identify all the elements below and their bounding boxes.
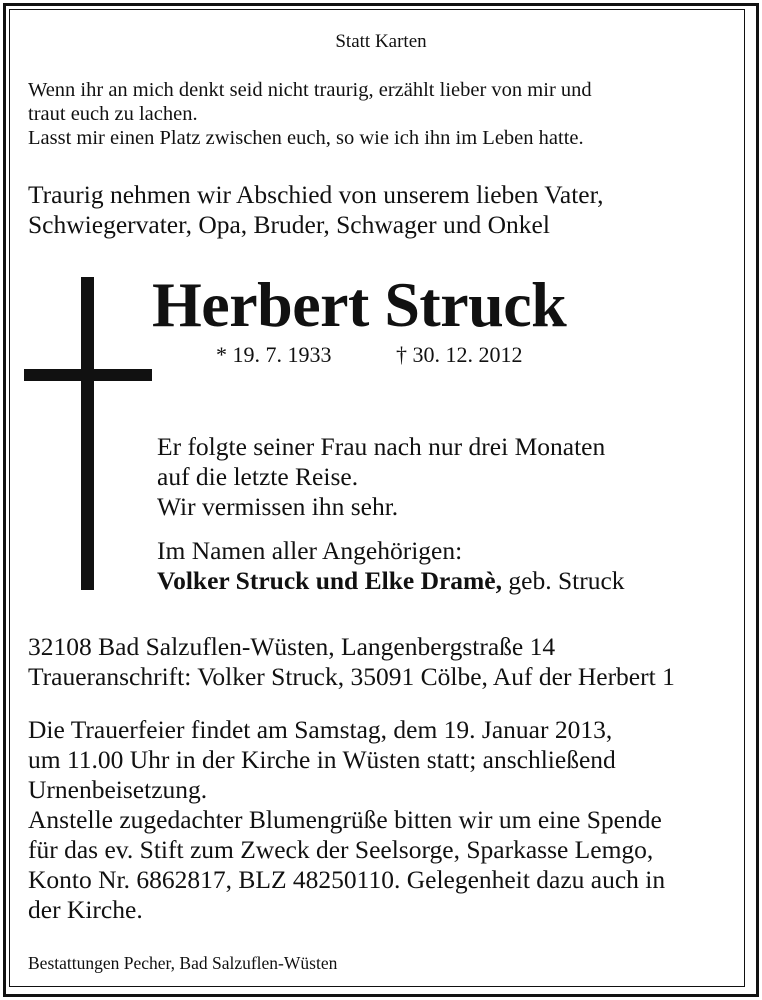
deceased-name: Herbert Struck	[152, 269, 567, 340]
undertaker-credit: Bestattungen Pecher, Bad Salzuflen-Wüsten	[28, 953, 338, 973]
signer-names: Volker Struck und Elke Dramè,	[157, 566, 502, 595]
death-date: † 30. 12. 2012	[396, 342, 523, 367]
birth-date: * 19. 7. 1933	[216, 342, 332, 367]
signer-line	[157, 566, 625, 596]
personal-message: Er folgte seiner Frau nach nur drei Monaten auf die letzte Reise. Wir vermissen ihn sehr.	[157, 432, 606, 521]
address-line: 32108 Bad Salzuflen-Wüsten, Langenbergstraße 14	[28, 632, 556, 661]
service-information: Die Trauerfeier findet am Samstag, dem 19. Januar 2013, um 11.00 Uhr in der Kirche in Wüsten statt; anschließend Urnenbeisetzung. Anstelle zugedachter Blumengrüße bitten wir um eine Spende für das ev. Stift zum Zweck der Seelsorge, Sparkasse Lemgo, Konto Nr. 6862817, BLZ 48250110. Gelegenheit dazu auch in der Kirche.	[28, 715, 666, 924]
mourning-address-line: Traueranschrift: Volker Struck, 35091 Cölbe, Auf der Herbert 1	[28, 662, 675, 691]
farewell-intro: Traurig nehmen wir Abschied von unserem lieben Vater, Schwiegervater, Opa, Bruder, Schwager und Onkel	[28, 180, 604, 239]
cross-vertical-bar	[81, 277, 94, 590]
family-intro: Im Namen aller Angehörigen:	[157, 536, 463, 565]
memorial-quote: Wenn ihr an mich denkt seid nicht traurig, erzählt lieber von mir und traut euch zu lachen. Lasst mir einen Platz zwischen euch, so wie ich ihn im Leben hatte.	[28, 79, 592, 149]
cross-horizontal-bar	[24, 369, 152, 381]
signer-suffix: geb. Struck	[502, 566, 625, 595]
header-statt-karten: Statt Karten	[335, 31, 427, 52]
